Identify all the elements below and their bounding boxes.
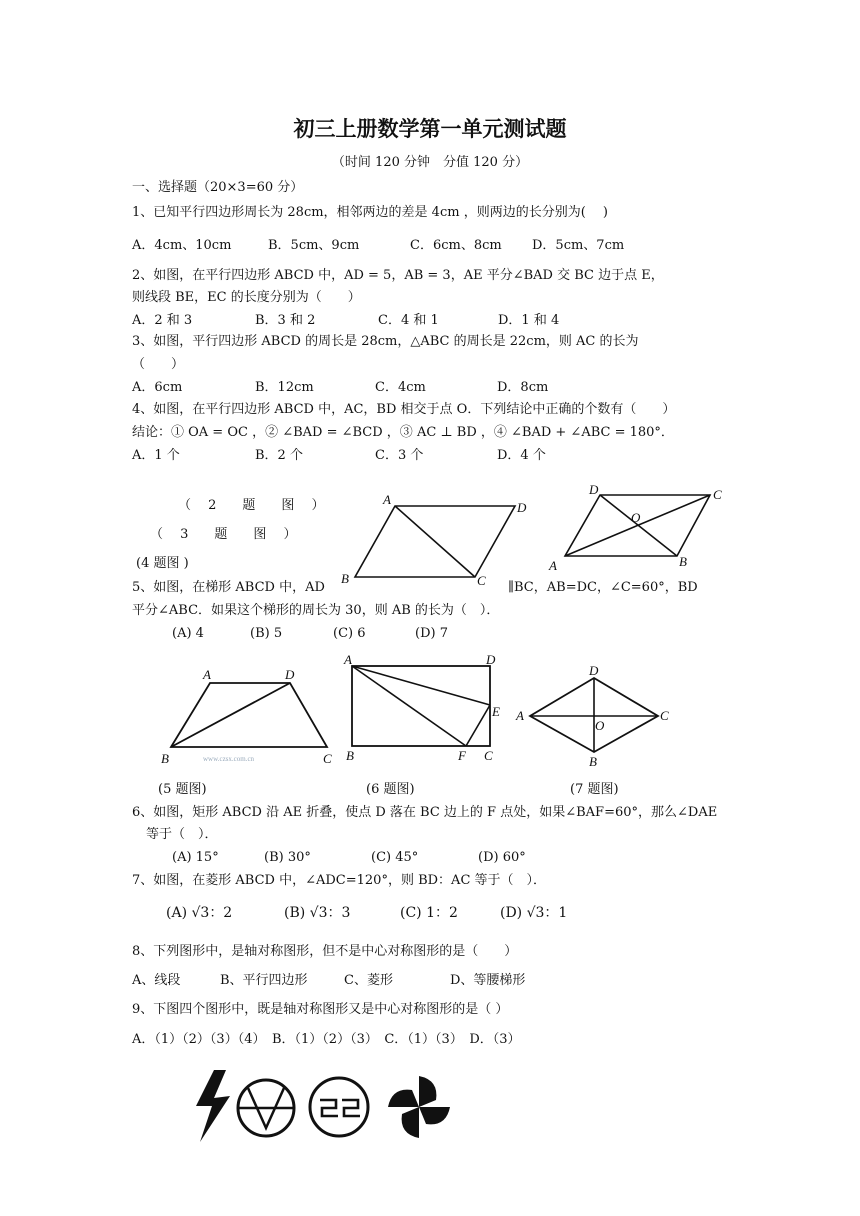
caption-fig7: (7 题图): [570, 782, 619, 797]
q6-line1: 6、如图，矩形 ABCD 沿 AE 折叠，使点 D 落在 BC 边上的 F 点处，如果∠BAF=60°，那么∠DAE: [132, 805, 718, 820]
q2-line1: 2、如图，在平行四边形 ABCD 中，AD = 5，AB = 3，AE 平分∠BAD 交 BC 边于点 E，: [132, 268, 664, 283]
label-D: D: [589, 482, 599, 497]
q5-line1a: 5、如图，在梯形 ABCD 中，AD: [132, 580, 325, 595]
q6-option-b: (B) 30°: [264, 850, 311, 865]
label-F: F: [458, 748, 466, 763]
q7-option-c: (C) 1：2: [400, 905, 458, 921]
q5-option-a: (A) 4: [172, 626, 204, 641]
label-B: B: [346, 748, 354, 763]
q8-option-c: C、菱形: [344, 973, 393, 988]
q4-line2: 结论：① OA = OC ，② ∠BAD = ∠BCD ，③ AC ⊥ BD ，④ ∠BAD + ∠ABC = 180°．: [132, 425, 674, 440]
section-heading: 一、选择题（20×3=60 分）: [132, 180, 304, 195]
label-A: A: [344, 652, 352, 667]
q1-option-d: D．5cm、7cm: [532, 238, 625, 253]
label-D: D: [486, 652, 496, 667]
q1-stem: 1、已知平行四边形周长为 28cm，相邻两边的差是 4cm ，则两边的长分别为( ): [132, 205, 608, 220]
label-C: C: [660, 708, 669, 723]
caption-fig4: (4 题图 ): [136, 556, 189, 571]
q2-option-c: C．4 和 1: [378, 313, 439, 328]
q5-line1b: ∥BC，AB=DC，∠C=60°，BD: [508, 580, 698, 595]
label-D: D: [517, 500, 527, 515]
q5-option-c: (C) 6: [333, 626, 366, 641]
q3-option-d: D．8cm: [497, 380, 549, 395]
watermark: www.czsx.com.cn: [203, 755, 255, 763]
q4-line1: 4、如图，在平行四边形 ABCD 中，AC，BD 相交于点 O．下列结论中正确的个数有（ ）: [132, 402, 676, 417]
q7-option-b: (B) √3：3: [284, 905, 351, 921]
circle-v-icon: [234, 1076, 298, 1140]
q8-option-a: A、线段: [132, 973, 181, 988]
q6-option-c: (C) 45°: [371, 850, 419, 865]
circle-ss-icon: [306, 1074, 372, 1140]
label-C: C: [713, 487, 722, 502]
q6-option-a: (A) 15°: [172, 850, 219, 865]
label-A: A: [516, 708, 524, 723]
q2-line2: 则线段 BE，EC 的长度分别为（ ）: [132, 290, 361, 305]
label-A: A: [383, 492, 391, 507]
label-C: C: [484, 748, 493, 763]
label-E: E: [492, 704, 500, 719]
caption-fig6: (6 题图): [366, 782, 415, 797]
q9-options: A．（1）（2）（3）（4） B．（1）（2）（3） C．（1）（3） D．（3）: [132, 1032, 521, 1047]
label-C: C: [477, 573, 486, 588]
figure-parallelogram-2: [545, 482, 735, 572]
page-title: 初三上册数学第一单元测试题: [293, 116, 567, 141]
q1-option-a: A．4cm、10cm: [132, 238, 232, 253]
q5-option-b: (B) 5: [250, 626, 283, 641]
q3-line2: （ ）: [132, 357, 185, 372]
figure-rectangle-fold: [340, 650, 515, 770]
q4-option-b: B．2 个: [255, 448, 303, 463]
q6-option-d: (D) 60°: [478, 850, 526, 865]
q7-stem: 7、如图，在菱形 ABCD 中，∠ADC=120°，则 BD：AC 等于（ ）．: [132, 873, 547, 888]
caption-fig3: （ 3 题 图 ）: [150, 527, 297, 542]
figure-trapezoid: [155, 665, 345, 775]
q2-option-a: A．2 和 3: [132, 313, 193, 328]
q5-option-d: (D) 7: [415, 626, 448, 641]
q3-option-c: C．4cm: [375, 380, 426, 395]
q7-option-a: (A) √3：2: [166, 905, 233, 921]
q3-line1: 3、如图，平行四边形 ABCD 的周长是 28cm，△ABC 的周长是 22cm，则 AC 的长为: [132, 334, 639, 349]
figure-parallelogram-1: [335, 490, 535, 590]
q6-line2: 等于（ ）．: [146, 827, 218, 842]
label-D: D: [285, 667, 295, 682]
q1-option-c: C．6cm、8cm: [410, 238, 502, 253]
caption-fig5: (5 题图): [158, 782, 207, 797]
label-A: A: [203, 667, 211, 682]
lightning-bolt-icon: [190, 1068, 240, 1144]
q2-option-d: D．1 和 4: [498, 313, 560, 328]
caption-fig2: （ 2 题 图 ）: [178, 498, 325, 513]
q5-line2: 平分∠ABC．如果这个梯形的周长为 30，则 AB 的长为（ ）．: [132, 603, 500, 618]
q8-option-b: B、平行四边形: [220, 973, 308, 988]
q9-stem: 9、下图四个图形中，既是轴对称图形又是中心对称图形的是（ ）: [132, 1002, 509, 1017]
q3-option-a: A．6cm: [132, 380, 183, 395]
label-B: B: [589, 754, 597, 769]
pinwheel-icon: [384, 1072, 454, 1142]
label-B: B: [341, 571, 349, 586]
q4-option-c: C．3 个: [375, 448, 424, 463]
q2-option-b: B．3 和 2: [255, 313, 316, 328]
q4-option-a: A．1 个: [132, 448, 180, 463]
q8-option-d: D、等腰梯形: [450, 973, 526, 988]
q7-option-d: (D) √3：1: [500, 905, 568, 921]
label-D: D: [589, 663, 599, 678]
q3-option-b: B．12cm: [255, 380, 314, 395]
label-O: O: [595, 718, 605, 733]
label-B: B: [679, 554, 687, 569]
label-O: O: [631, 510, 641, 525]
q1-option-b: B．5cm、9cm: [268, 238, 360, 253]
q4-option-d: D．4 个: [497, 448, 546, 463]
figure-rhombus: [512, 660, 682, 770]
page-subtitle: （时间 120 分钟 分值 120 分）: [331, 155, 529, 170]
label-C: C: [323, 751, 332, 766]
label-B: B: [161, 751, 169, 766]
q8-stem: 8、下列图形中，是轴对称图形，但不是中心对称图形的是（ ）: [132, 944, 518, 959]
label-A: A: [549, 558, 557, 573]
